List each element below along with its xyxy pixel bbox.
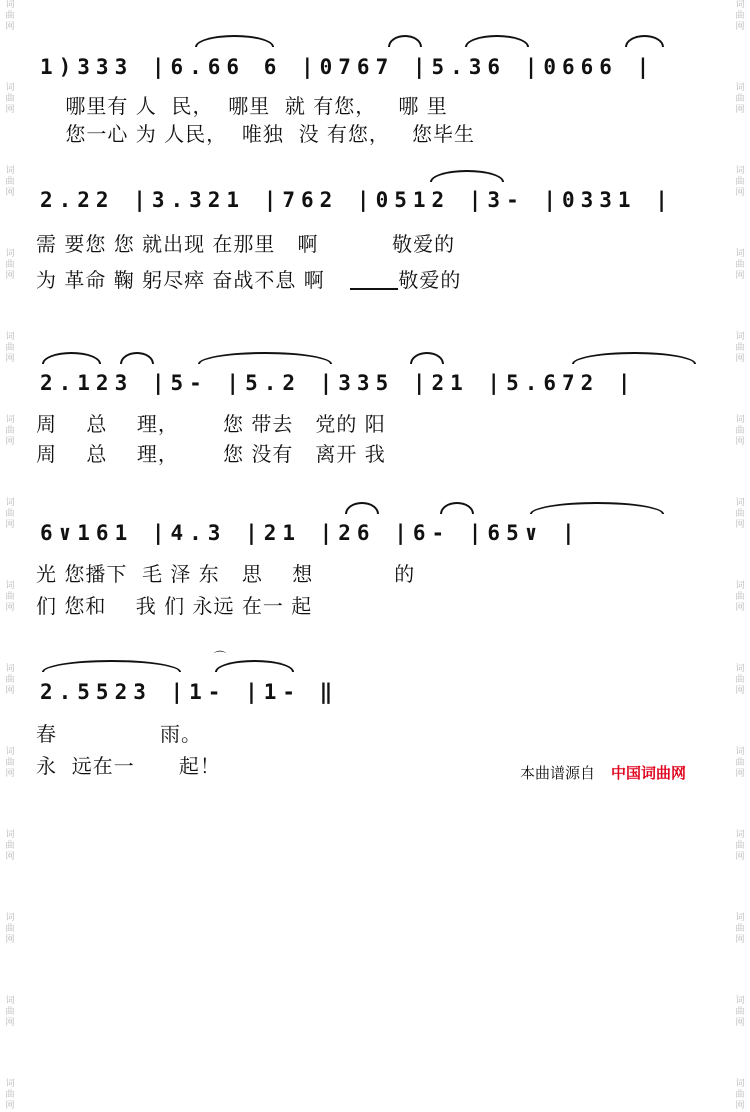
watermark-text: 词 曲 网 <box>5 664 15 696</box>
watermark-text: 词 曲 网 <box>5 332 15 364</box>
watermark-text: 词 曲 网 <box>5 249 15 281</box>
lyric-underline <box>350 288 398 290</box>
watermark-text: 词 曲 网 <box>5 996 15 1028</box>
watermark-text: 词 曲 网 <box>735 747 745 779</box>
lyric-line-4-verse-1: 光 您播下 毛 泽 东 思 想 的 <box>36 562 416 586</box>
watermark-text: 词 曲 网 <box>735 581 745 613</box>
notes-line-5: 2.5523 |1- |1- ‖ <box>40 680 339 704</box>
slur-mark <box>120 352 154 364</box>
watermark-text: 词 曲 网 <box>735 0 745 32</box>
slur-mark <box>42 660 181 672</box>
slur-mark <box>198 352 332 364</box>
notes-line-4: 6∨161 |4.3 |21 |26 |6- |65∨ | <box>40 521 581 545</box>
slur-mark <box>530 502 664 514</box>
slur-mark <box>195 35 274 47</box>
lyric-line-5-verse-1: 春 雨。 <box>36 722 203 746</box>
lyric-line-4-verse-2: 们 您和 我 们 永远 在一 起 <box>36 594 313 618</box>
watermark-text: 词 曲 网 <box>735 83 745 115</box>
slur-mark <box>430 170 504 182</box>
watermark-text: 词 曲 网 <box>735 332 745 364</box>
watermark-text: 词 曲 网 <box>5 830 15 862</box>
watermark-text: 词 曲 网 <box>735 249 745 281</box>
slur-mark <box>465 35 529 47</box>
notes-line-1: 1)333 |6.66 6 |0767 |5.36 |0666 | <box>40 55 656 79</box>
watermark-text: 词 曲 网 <box>735 664 745 696</box>
watermark-text: 词 曲 网 <box>735 415 745 447</box>
watermark-text: 词 曲 网 <box>735 1079 745 1111</box>
slur-mark <box>625 35 664 47</box>
lyric-line-3-verse-2: 周 总 理， 您 没有 离开 我 <box>36 442 386 466</box>
watermark-text: 词 曲 网 <box>5 581 15 613</box>
fermata-mark: ⌒ <box>214 650 227 664</box>
watermark-text: 词 曲 网 <box>735 996 745 1028</box>
notes-line-3: 2.123 |5- |5.2 |335 |21 |5.672 | <box>40 371 637 395</box>
slur-mark <box>388 35 422 47</box>
watermark-text: 词 曲 网 <box>5 166 15 198</box>
lyric-line-2-verse-1: 需 要您 您 就出现 在那里 啊 敬爱的 <box>36 232 456 256</box>
slur-mark <box>345 502 379 514</box>
watermark-left <box>2 0 18 1111</box>
watermark-text: 词 曲 网 <box>735 166 745 198</box>
watermark-text: 词 曲 网 <box>735 913 745 945</box>
source-label: 本曲谱源自 <box>520 764 596 782</box>
watermark-text: 词 曲 网 <box>735 830 745 862</box>
source-brand-link[interactable]: 中国词曲网 <box>611 764 687 782</box>
lyric-line-2-verse-2: 为 革命 鞠 躬尽瘁 奋战不息 啊 敬爱的 <box>36 268 462 292</box>
watermark-right <box>732 0 748 1111</box>
watermark-text: 词 曲 网 <box>5 415 15 447</box>
slur-mark <box>215 660 294 672</box>
watermark-text: 词 曲 网 <box>5 498 15 530</box>
watermark-text: 词 曲 网 <box>5 913 15 945</box>
lyric-line-1-verse-1: 哪里有 人 民， 哪里 就 有您， 哪 里 <box>36 94 448 118</box>
watermark-text: 词 曲 网 <box>5 747 15 779</box>
slur-mark <box>440 502 474 514</box>
notes-line-2: 2.22 |3.321 |762 |0512 |3- |0331 | <box>40 188 674 212</box>
slur-mark <box>572 352 696 364</box>
lyric-line-3-verse-1: 周 总 理， 您 带去 党的 阳 <box>36 412 386 436</box>
lyric-line-1-verse-2: 您一心 为 人民， 唯独 没 有您， 您毕生 <box>36 122 476 146</box>
watermark-text: 词 曲 网 <box>735 498 745 530</box>
watermark-text: 词 曲 网 <box>5 0 15 32</box>
slur-mark <box>410 352 444 364</box>
source-credit <box>520 762 686 783</box>
slur-mark <box>42 352 101 364</box>
watermark-text: 词 曲 网 <box>5 1079 15 1111</box>
lyric-line-5-verse-2: 永 远在一 起！ <box>36 754 221 778</box>
watermark-text: 词 曲 网 <box>5 83 15 115</box>
